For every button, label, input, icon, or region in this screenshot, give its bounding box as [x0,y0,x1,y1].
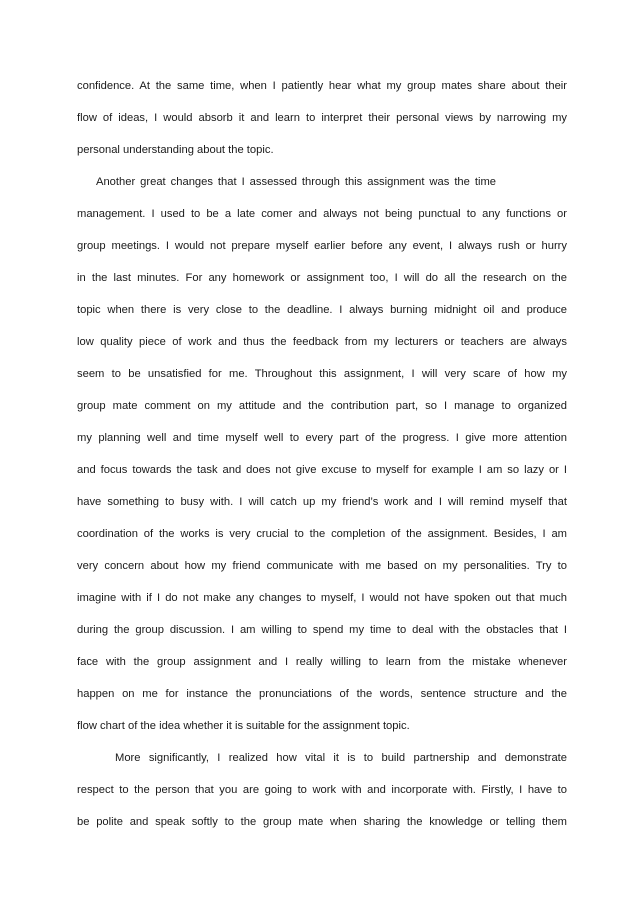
text-line: face with the group assignment and I really willing to learn from the mistake whenever [77,656,567,668]
text-line: coordination of the works is very crucial to the completion of the assignment. Besides, I am [77,528,567,540]
paragraph-start-line: More significantly, I realized how vital it is to build partnership and demonstrate [115,752,567,764]
paragraph-start-line: Another great changes that I assessed through this assignment was the time [96,176,496,188]
text-line: confidence. At the same time, when I patiently hear what my group mates share about their [77,80,567,92]
text-line: seem to be unsatisfied for me. Throughout this assignment, I will very scare of how my [77,368,567,380]
text-line: topic when there is very close to the deadline. I always burning midnight oil and produce [77,304,567,316]
text-line: during the group discussion. I am willing to spend my time to deal with the obstacles that I [77,624,567,636]
text-line: imagine with if I do not make any changes to myself, I would not have spoken out that much [77,592,567,604]
text-line: happen on me for instance the pronunciations of the words, sentence structure and the [77,688,567,700]
text-line: in the last minutes. For any homework or assignment too, I will do all the research on the [77,272,567,284]
text-line: have something to busy with. I will catch up my friend’s work and I will remind myself that [77,496,567,508]
text-line: very concern about how my friend communicate with me based on my personalities. Try to [77,560,567,572]
text-line: and focus towards the task and does not give excuse to myself for example I am so lazy or I [77,464,567,476]
text-line: personal understanding about the topic. [77,144,274,156]
text-line: flow of ideas, I would absorb it and learn to interpret their personal views by narrowing my [77,112,567,124]
text-line: low quality piece of work and thus the feedback from my lecturers or teachers are always [77,336,567,348]
text-line: group meetings. I would not prepare myself earlier before any event, I always rush or hurry [77,240,567,252]
text-line: group mate comment on my attitude and the contribution part, so I manage to organized [77,400,567,412]
text-line: flow chart of the idea whether it is suitable for the assignment topic. [77,720,410,732]
text-line: management. I used to be a late comer and always not being punctual to any functions or [77,208,567,220]
text-line: be polite and speak softly to the group mate when sharing the knowledge or telling them [77,816,567,828]
text-line: respect to the person that you are going to work with and incorporate with. Firstly, I have to [77,784,567,796]
text-line: my planning well and time myself well to every part of the progress. I give more attention [77,432,567,444]
